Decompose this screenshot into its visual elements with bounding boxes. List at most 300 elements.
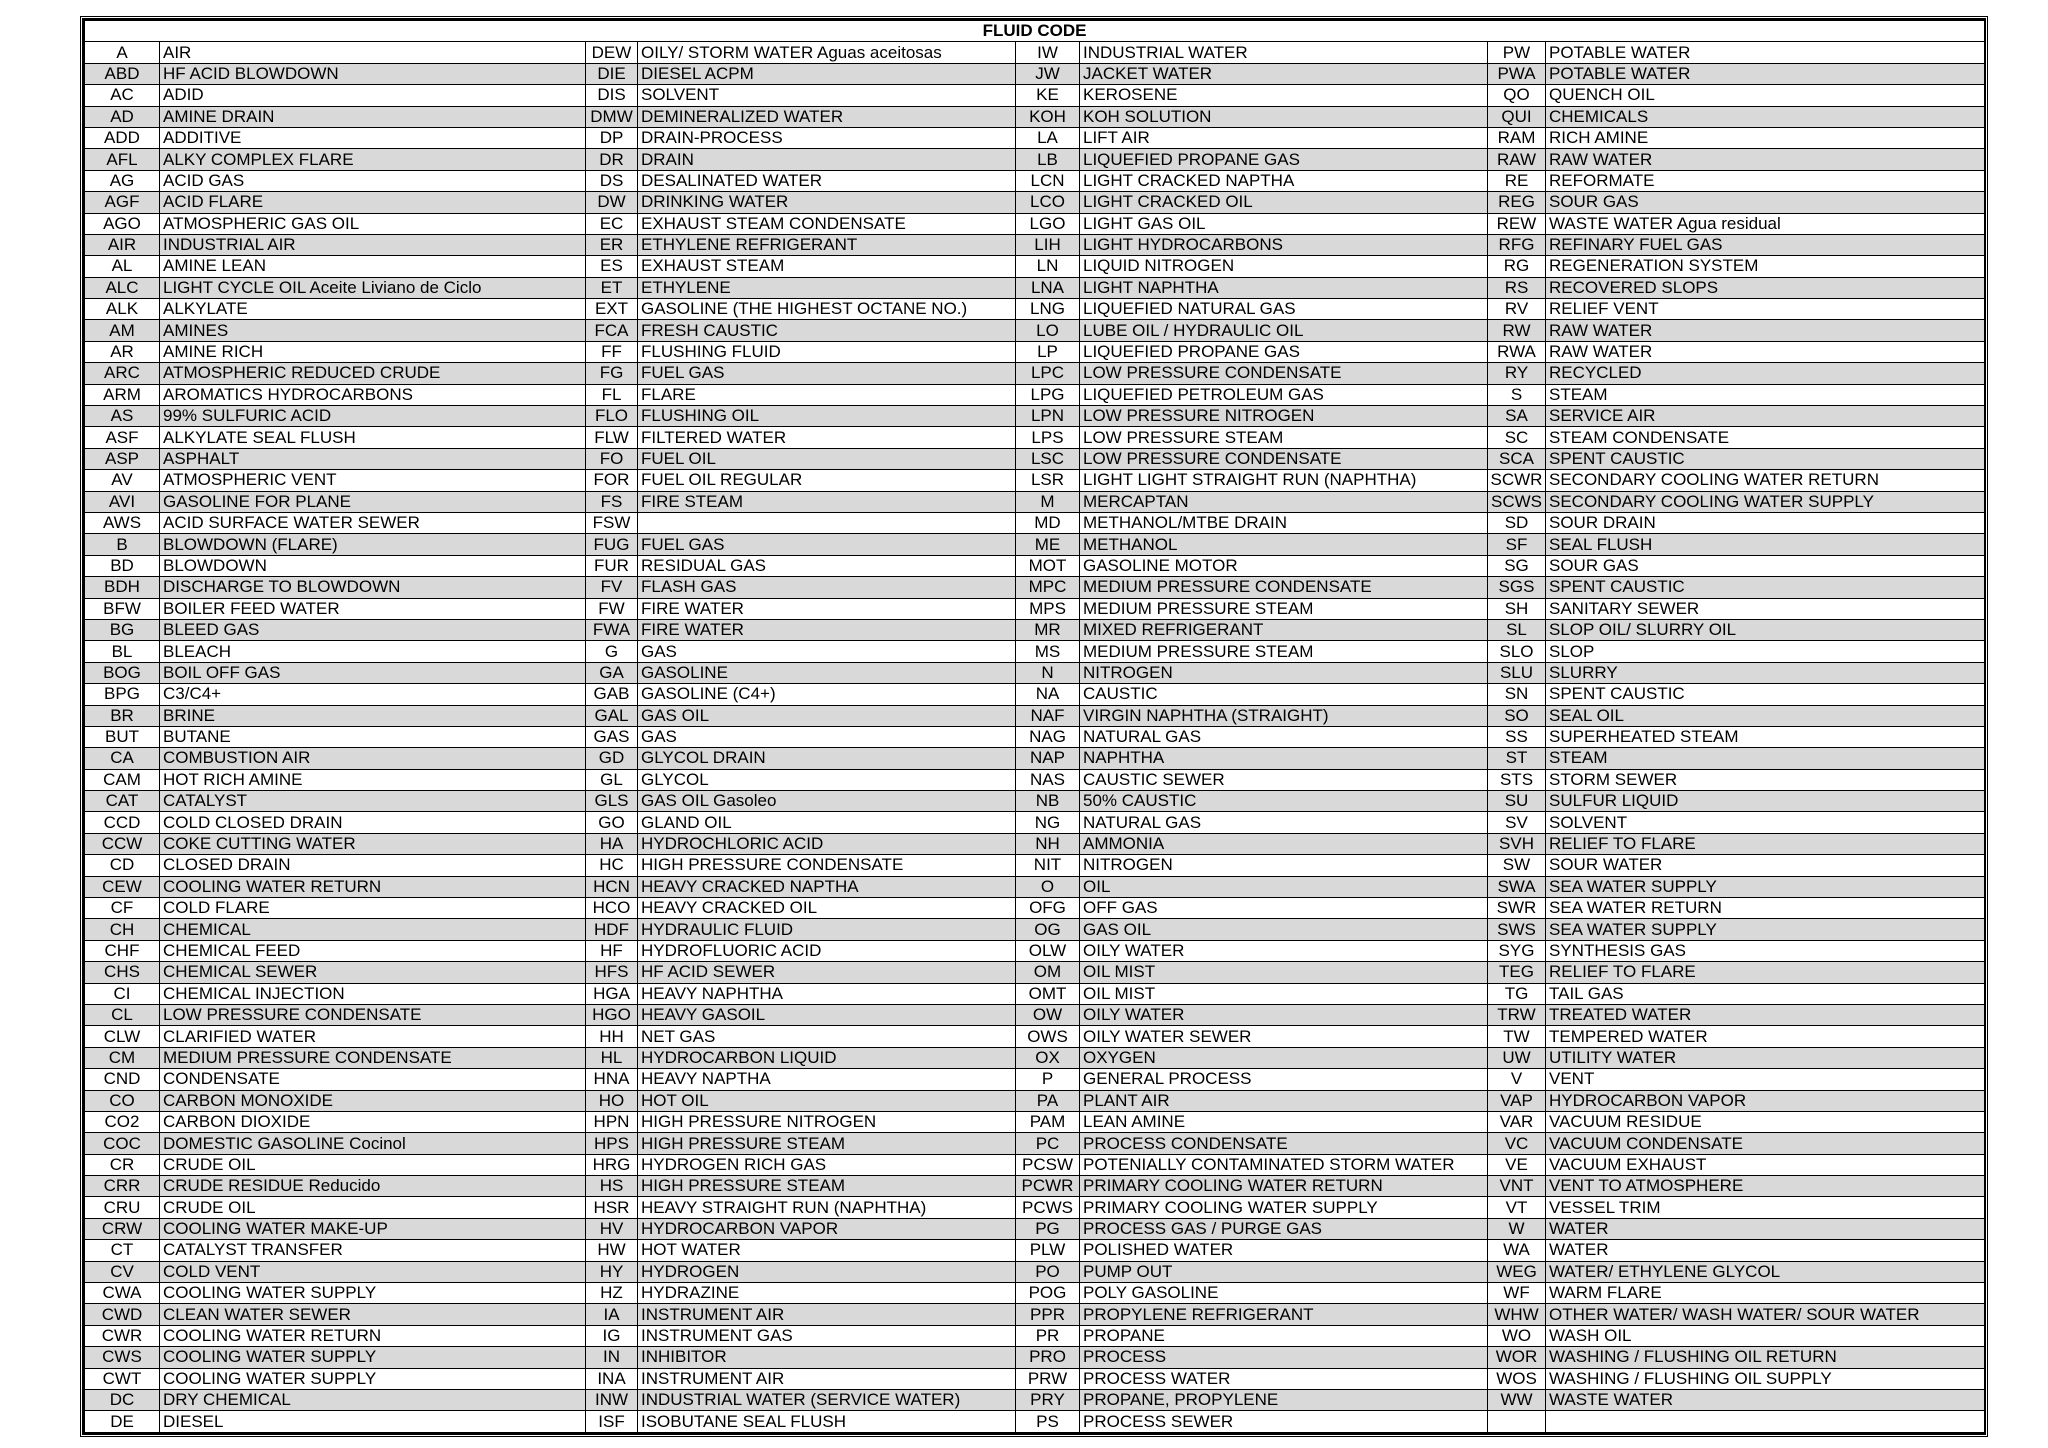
fluid-description-cell: LIQUEFIED PROPANE GAS <box>1080 341 1488 362</box>
fluid-description-cell: HF ACID BLOWDOWN <box>160 63 586 84</box>
fluid-code-cell: SCA <box>1488 448 1546 469</box>
fluid-code-cell: N <box>1016 662 1080 683</box>
fluid-description-cell: SULFUR LIQUID <box>1546 791 1985 812</box>
table-row <box>85 1261 1985 1282</box>
fluid-description-cell: WASH OIL <box>1546 1325 1985 1346</box>
table-row <box>85 898 1985 919</box>
fluid-code-cell: ME <box>1016 534 1080 555</box>
fluid-description-cell: LIGHT CYCLE OIL Aceite Liviano de Ciclo <box>160 277 586 298</box>
table-row <box>85 983 1985 1004</box>
fluid-description-cell: RELIEF TO FLARE <box>1546 962 1985 983</box>
fluid-code-cell: STS <box>1488 769 1546 790</box>
fluid-description-cell: WASHING / FLUSHING OIL SUPPLY <box>1546 1368 1985 1389</box>
fluid-code-cell: CO2 <box>85 1111 160 1132</box>
fluid-code-cell: IW <box>1016 42 1080 63</box>
fluid-description-cell: WATER/ ETHYLENE GLYCOL <box>1546 1261 1985 1282</box>
fluid-code-cell: HCN <box>586 876 638 897</box>
fluid-code-cell: CEW <box>85 876 160 897</box>
fluid-code-cell: DIS <box>586 85 638 106</box>
table-row <box>85 598 1985 619</box>
fluid-description-cell: LOW PRESSURE CONDENSATE <box>1080 448 1488 469</box>
fluid-description-cell: DESALINATED WATER <box>638 170 1016 191</box>
fluid-description-cell: INHIBITOR <box>638 1347 1016 1368</box>
fluid-description-cell: HYDROGEN <box>638 1261 1016 1282</box>
fluid-description-cell: RELIEF TO FLARE <box>1546 833 1985 854</box>
fluid-description-cell: HEAVY NAPHTHA <box>638 983 1016 1004</box>
fluid-description-cell: TEMPERED WATER <box>1546 1026 1985 1047</box>
fluid-description-cell: SECONDARY COOLING WATER SUPPLY <box>1546 491 1985 512</box>
fluid-description-cell: ALKY COMPLEX FLARE <box>160 149 586 170</box>
fluid-code-cell: FW <box>586 598 638 619</box>
fluid-description-cell: RECOVERED SLOPS <box>1546 277 1985 298</box>
fluid-code-cell: RG <box>1488 256 1546 277</box>
fluid-code-cell: HO <box>586 1090 638 1111</box>
fluid-description-cell: SOLVENT <box>1546 812 1985 833</box>
fluid-description-cell: BLOWDOWN <box>160 555 586 576</box>
fluid-description-cell: VENT <box>1546 1069 1985 1090</box>
fluid-code-cell: SH <box>1488 598 1546 619</box>
fluid-code-cell: WEG <box>1488 1261 1546 1282</box>
fluid-code-cell: CD <box>85 855 160 876</box>
fluid-description-cell: AMINE DRAIN <box>160 106 586 127</box>
fluid-description-cell: OXYGEN <box>1080 1047 1488 1068</box>
fluid-description-cell: PROCESS CONDENSATE <box>1080 1133 1488 1154</box>
fluid-description-cell: FUEL GAS <box>638 363 1016 384</box>
fluid-description-cell: HIGH PRESSURE STEAM <box>638 1133 1016 1154</box>
fluid-code-cell: DEW <box>586 42 638 63</box>
table-row <box>85 106 1985 127</box>
table-row <box>85 962 1985 983</box>
fluid-description-cell <box>638 512 1016 533</box>
table-row <box>85 299 1985 320</box>
fluid-description-cell: SYNTHESIS GAS <box>1546 940 1985 961</box>
fluid-description-cell: BOILER FEED WATER <box>160 598 586 619</box>
fluid-code-cell: NAG <box>1016 726 1080 747</box>
fluid-description-cell: MEDIUM PRESSURE CONDENSATE <box>1080 577 1488 598</box>
fluid-code-cell: CT <box>85 1240 160 1261</box>
fluid-description-cell: JACKET WATER <box>1080 63 1488 84</box>
table-row <box>85 1347 1985 1368</box>
fluid-code-cell: G <box>586 641 638 662</box>
fluid-code-cell: RW <box>1488 320 1546 341</box>
fluid-code-cell: WHW <box>1488 1304 1546 1325</box>
fluid-description-cell: CONDENSATE <box>160 1069 586 1090</box>
fluid-code-cell: FG <box>586 363 638 384</box>
table-row <box>85 1240 1985 1261</box>
fluid-description-cell: GAS OIL <box>1080 919 1488 940</box>
fluid-code-cell: KOH <box>1016 106 1080 127</box>
fluid-description-cell: BRINE <box>160 705 586 726</box>
fluid-description-cell: HIGH PRESSURE NITROGEN <box>638 1111 1016 1132</box>
fluid-code-cell: CV <box>85 1261 160 1282</box>
table-row <box>85 127 1985 148</box>
fluid-code-cell: FLW <box>586 427 638 448</box>
table-row <box>85 1069 1985 1090</box>
fluid-description-cell: DIESEL ACPM <box>638 63 1016 84</box>
fluid-code-cell: LB <box>1016 149 1080 170</box>
fluid-description-cell: OILY WATER <box>1080 1004 1488 1025</box>
fluid-code-cell: FS <box>586 491 638 512</box>
table-row <box>85 619 1985 640</box>
fluid-description-cell: CHEMICAL SEWER <box>160 962 586 983</box>
fluid-description-cell: DRY CHEMICAL <box>160 1390 586 1411</box>
fluid-description-cell: C3/C4+ <box>160 684 586 705</box>
fluid-code-cell: HRG <box>586 1154 638 1175</box>
table-row <box>85 833 1985 854</box>
fluid-code-cell: DMW <box>586 106 638 127</box>
fluid-code-cell: CO <box>85 1090 160 1111</box>
fluid-code-cell: FWA <box>586 619 638 640</box>
fluid-code-cell: SO <box>1488 705 1546 726</box>
fluid-description-cell: SOLVENT <box>638 85 1016 106</box>
fluid-description-cell: WATER <box>1546 1218 1985 1239</box>
fluid-code-cell: SV <box>1488 812 1546 833</box>
fluid-code-cell: VAP <box>1488 1090 1546 1111</box>
fluid-code-cell: AM <box>85 320 160 341</box>
fluid-code-cell: OG <box>1016 919 1080 940</box>
fluid-description-cell: SANITARY SEWER <box>1546 598 1985 619</box>
fluid-description-cell: HYDROFLUORIC ACID <box>638 940 1016 961</box>
fluid-description-cell: CRUDE OIL <box>160 1197 586 1218</box>
fluid-description-cell: INDUSTRIAL AIR <box>160 234 586 255</box>
fluid-description-cell: PUMP OUT <box>1080 1261 1488 1282</box>
fluid-code-cell: HV <box>586 1218 638 1239</box>
fluid-description-cell: COOLING WATER SUPPLY <box>160 1347 586 1368</box>
fluid-code-cell: RWA <box>1488 341 1546 362</box>
fluid-description-cell: ETHYLENE <box>638 277 1016 298</box>
fluid-code-cell: SWS <box>1488 919 1546 940</box>
fluid-code-cell: COC <box>85 1133 160 1154</box>
fluid-description-cell: LIQUEFIED PROPANE GAS <box>1080 149 1488 170</box>
fluid-description-cell: VACUUM CONDENSATE <box>1546 1133 1985 1154</box>
fluid-code-cell: SA <box>1488 406 1546 427</box>
fluid-description-cell: ACID FLARE <box>160 192 586 213</box>
fluid-description-cell: REFINARY FUEL GAS <box>1546 234 1985 255</box>
table-row <box>85 320 1985 341</box>
fluid-code-cell: FCA <box>586 320 638 341</box>
fluid-code-cell: TEG <box>1488 962 1546 983</box>
fluid-code-cell: HNA <box>586 1069 638 1090</box>
fluid-description-cell: COLD VENT <box>160 1261 586 1282</box>
fluid-code-cell: PCWR <box>1016 1176 1080 1197</box>
table-body <box>85 42 1985 1432</box>
fluid-code-cell: BG <box>85 619 160 640</box>
table-row <box>85 149 1985 170</box>
fluid-code-cell: LA <box>1016 127 1080 148</box>
fluid-code-cell: VT <box>1488 1197 1546 1218</box>
fluid-code-cell: HZ <box>586 1283 638 1304</box>
fluid-description-cell: GASOLINE FOR PLANE <box>160 491 586 512</box>
fluid-description-cell: HYDRAZINE <box>638 1283 1016 1304</box>
fluid-code-cell: CA <box>85 748 160 769</box>
fluid-description-cell: HOT RICH AMINE <box>160 769 586 790</box>
fluid-code-cell: CF <box>85 898 160 919</box>
fluid-description-cell: SOUR WATER <box>1546 855 1985 876</box>
fluid-code-cell: HPS <box>586 1133 638 1154</box>
fluid-description-cell: CHEMICALS <box>1546 106 1985 127</box>
fluid-description-cell: STORM SEWER <box>1546 769 1985 790</box>
fluid-code-cell: INA <box>586 1368 638 1389</box>
fluid-description-cell: DEMINERALIZED WATER <box>638 106 1016 127</box>
fluid-code-cell: BUT <box>85 726 160 747</box>
fluid-description-cell: OILY WATER <box>1080 940 1488 961</box>
fluid-code-cell: CRU <box>85 1197 160 1218</box>
fluid-description-cell: HOT OIL <box>638 1090 1016 1111</box>
fluid-description-cell: VACUUM EXHAUST <box>1546 1154 1985 1175</box>
fluid-code-cell: UW <box>1488 1047 1546 1068</box>
fluid-code-cell: HGO <box>586 1004 638 1025</box>
fluid-code-cell: HFS <box>586 962 638 983</box>
fluid-code-cell: IN <box>586 1347 638 1368</box>
fluid-code-cell: TW <box>1488 1026 1546 1047</box>
fluid-code-cell: AVI <box>85 491 160 512</box>
table-row <box>85 170 1985 191</box>
fluid-code-cell: LP <box>1016 341 1080 362</box>
fluid-code-cell: ALC <box>85 277 160 298</box>
fluid-code-cell: RS <box>1488 277 1546 298</box>
fluid-description-cell: MIXED REFRIGERANT <box>1080 619 1488 640</box>
fluid-code-cell: AD <box>85 106 160 127</box>
fluid-description-cell: PROPANE <box>1080 1325 1488 1346</box>
fluid-code-cell: OFG <box>1016 898 1080 919</box>
fluid-code-cell: CWT <box>85 1368 160 1389</box>
fluid-description-cell: OIL MIST <box>1080 962 1488 983</box>
fluid-code-cell: NH <box>1016 833 1080 854</box>
fluid-code-cell: RE <box>1488 170 1546 191</box>
table-row <box>85 534 1985 555</box>
fluid-code-cell: CHS <box>85 962 160 983</box>
fluid-code-cell: VC <box>1488 1133 1546 1154</box>
fluid-description-cell: LIGHT CRACKED OIL <box>1080 192 1488 213</box>
fluid-code-cell: SS <box>1488 726 1546 747</box>
fluid-description-cell: EXHAUST STEAM CONDENSATE <box>638 213 1016 234</box>
fluid-description-cell: SLOP <box>1546 641 1985 662</box>
table-row <box>85 234 1985 255</box>
table-row <box>85 1133 1985 1154</box>
fluid-description-cell: VESSEL TRIM <box>1546 1197 1985 1218</box>
fluid-code-cell: SLU <box>1488 662 1546 683</box>
fluid-code-cell: FV <box>586 577 638 598</box>
fluid-description-cell: NITROGEN <box>1080 855 1488 876</box>
fluid-description-cell: GAS <box>638 726 1016 747</box>
fluid-code-cell: AG <box>85 170 160 191</box>
fluid-code-cell: GD <box>586 748 638 769</box>
fluid-code-cell: PRO <box>1016 1347 1080 1368</box>
fluid-code-cell: POG <box>1016 1283 1080 1304</box>
table-row <box>85 1411 1985 1432</box>
fluid-description-cell: FIRE STEAM <box>638 491 1016 512</box>
fluid-description-cell: GAS OIL <box>638 705 1016 726</box>
fluid-description-cell: HEAVY CRACKED OIL <box>638 898 1016 919</box>
fluid-code-cell: CM <box>85 1047 160 1068</box>
fluid-description-cell: PRIMARY COOLING WATER SUPPLY <box>1080 1197 1488 1218</box>
fluid-description-cell: PROPYLENE REFRIGERANT <box>1080 1304 1488 1325</box>
fluid-code-cell: AS <box>85 406 160 427</box>
fluid-code-cell: QUI <box>1488 106 1546 127</box>
fluid-code-cell: NB <box>1016 791 1080 812</box>
fluid-description-cell: RELIEF VENT <box>1546 299 1985 320</box>
fluid-description-cell: EXHAUST STEAM <box>638 256 1016 277</box>
table-row <box>85 1197 1985 1218</box>
fluid-code-cell: HCO <box>586 898 638 919</box>
fluid-code-cell: DW <box>586 192 638 213</box>
fluid-code-cell: HGA <box>586 983 638 1004</box>
fluid-description-cell: PROPANE, PROPYLENE <box>1080 1390 1488 1411</box>
fluid-description-cell: OFF GAS <box>1080 898 1488 919</box>
fluid-description-cell: MEDIUM PRESSURE CONDENSATE <box>160 1047 586 1068</box>
fluid-description-cell: FLUSHING OIL <box>638 406 1016 427</box>
fluid-description-cell: SECONDARY COOLING WATER RETURN <box>1546 470 1985 491</box>
table-row <box>85 555 1985 576</box>
fluid-description-cell: AROMATICS HYDROCARBONS <box>160 384 586 405</box>
fluid-code-cell: SLO <box>1488 641 1546 662</box>
fluid-description-cell: CLOSED DRAIN <box>160 855 586 876</box>
fluid-description-cell: CHEMICAL <box>160 919 586 940</box>
fluid-description-cell: GASOLINE (THE HIGHEST OCTANE NO.) <box>638 299 1016 320</box>
fluid-code-cell: PR <box>1016 1325 1080 1346</box>
fluid-code-cell: VAR <box>1488 1111 1546 1132</box>
fluid-description-cell: CAUSTIC <box>1080 684 1488 705</box>
fluid-description-cell: ATMOSPHERIC GAS OIL <box>160 213 586 234</box>
fluid-description-cell: QUENCH OIL <box>1546 85 1985 106</box>
fluid-code-cell: AV <box>85 470 160 491</box>
fluid-description-cell: CATALYST <box>160 791 586 812</box>
fluid-description-cell: HEAVY NAPTHA <box>638 1069 1016 1090</box>
fluid-code-cell: FOR <box>586 470 638 491</box>
table-row <box>85 1368 1985 1389</box>
fluid-description-cell: WARM FLARE <box>1546 1283 1985 1304</box>
fluid-description-cell: LOW PRESSURE CONDENSATE <box>1080 363 1488 384</box>
fluid-description-cell: VENT TO ATMOSPHERE <box>1546 1176 1985 1197</box>
fluid-code-cell: HPN <box>586 1111 638 1132</box>
fluid-description-cell: PLANT AIR <box>1080 1090 1488 1111</box>
fluid-code-cell: A <box>85 42 160 63</box>
fluid-description-cell: BLOWDOWN (FLARE) <box>160 534 586 555</box>
fluid-code-cell: JW <box>1016 63 1080 84</box>
fluid-description-cell: KEROSENE <box>1080 85 1488 106</box>
fluid-code-cell: LNG <box>1016 299 1080 320</box>
fluid-code-cell: M <box>1016 491 1080 512</box>
fluid-description-cell: DOMESTIC GASOLINE Cocinol <box>160 1133 586 1154</box>
fluid-code-cell: OMT <box>1016 983 1080 1004</box>
fluid-description-cell: COOLING WATER RETURN <box>160 876 586 897</box>
fluid-code-cell: DR <box>586 149 638 170</box>
fluid-description-cell: HOT WATER <box>638 1240 1016 1261</box>
fluid-description-cell: HYDRAULIC FLUID <box>638 919 1016 940</box>
table-row <box>85 1218 1985 1239</box>
fluid-description-cell: FRESH CAUSTIC <box>638 320 1016 341</box>
fluid-description-cell: SEA WATER RETURN <box>1546 898 1985 919</box>
fluid-description-cell: HYDROCARBON VAPOR <box>1546 1090 1985 1111</box>
fluid-description-cell: OIL MIST <box>1080 983 1488 1004</box>
fluid-description-cell: HYDROCARBON LIQUID <box>638 1047 1016 1068</box>
fluid-code-cell: FSW <box>586 512 638 533</box>
fluid-description-cell: POLY GASOLINE <box>1080 1283 1488 1304</box>
fluid-code-cell: ISF <box>586 1411 638 1432</box>
fluid-description-cell: KOH SOLUTION <box>1080 106 1488 127</box>
fluid-code-cell: AIR <box>85 234 160 255</box>
fluid-code-cell: DC <box>85 1390 160 1411</box>
fluid-description-cell: ETHYLENE REFRIGERANT <box>638 234 1016 255</box>
fluid-code-cell: WO <box>1488 1325 1546 1346</box>
table-row <box>85 577 1985 598</box>
fluid-code-cell: CLW <box>85 1026 160 1047</box>
table-row <box>85 1176 1985 1197</box>
fluid-code-cell: MPS <box>1016 598 1080 619</box>
fluid-code-cell: WOR <box>1488 1347 1546 1368</box>
fluid-description-cell: INSTRUMENT AIR <box>638 1304 1016 1325</box>
fluid-code-cell: LSC <box>1016 448 1080 469</box>
fluid-description-cell: DRINKING WATER <box>638 192 1016 213</box>
fluid-description-cell: FIRE WATER <box>638 598 1016 619</box>
fluid-description-cell: CLARIFIED WATER <box>160 1026 586 1047</box>
fluid-description-cell: INDUSTRIAL WATER (SERVICE WATER) <box>638 1390 1016 1411</box>
fluid-code-cell: VNT <box>1488 1176 1546 1197</box>
fluid-description-cell: GLYCOL DRAIN <box>638 748 1016 769</box>
fluid-code-cell: LPN <box>1016 406 1080 427</box>
fluid-description-cell: GASOLINE MOTOR <box>1080 555 1488 576</box>
fluid-description-cell: INSTRUMENT GAS <box>638 1325 1016 1346</box>
fluid-code-cell: OLW <box>1016 940 1080 961</box>
fluid-description-cell: TAIL GAS <box>1546 983 1985 1004</box>
fluid-code-cell: SD <box>1488 512 1546 533</box>
fluid-description-cell: GENERAL PROCESS <box>1080 1069 1488 1090</box>
fluid-description-cell: NATURAL GAS <box>1080 812 1488 833</box>
fluid-code-cell: CRR <box>85 1176 160 1197</box>
table-row <box>85 684 1985 705</box>
fluid-code-cell: CHF <box>85 940 160 961</box>
fluid-description-cell: CARBON MONOXIDE <box>160 1090 586 1111</box>
fluid-code-cell: SG <box>1488 555 1546 576</box>
fluid-description-cell: 99% SULFURIC ACID <box>160 406 586 427</box>
table-row <box>85 919 1985 940</box>
fluid-code-cell: HH <box>586 1026 638 1047</box>
fluid-code-cell: AL <box>85 256 160 277</box>
fluid-code-cell: MOT <box>1016 555 1080 576</box>
table-row <box>85 769 1985 790</box>
fluid-code-cell: QO <box>1488 85 1546 106</box>
fluid-description-cell: ACID GAS <box>160 170 586 191</box>
fluid-description-cell: HYDROGEN RICH GAS <box>638 1154 1016 1175</box>
fluid-description-cell: INSTRUMENT AIR <box>638 1368 1016 1389</box>
fluid-description-cell: SOUR GAS <box>1546 555 1985 576</box>
fluid-code-cell: PA <box>1016 1090 1080 1111</box>
fluid-code-cell: FUG <box>586 534 638 555</box>
table-title: FLUID CODE <box>85 21 1985 42</box>
fluid-description-cell: GLYCOL <box>638 769 1016 790</box>
fluid-code-cell: BFW <box>85 598 160 619</box>
fluid-code-cell: HF <box>586 940 638 961</box>
fluid-code-cell: CWD <box>85 1304 160 1325</box>
fluid-description-cell: CARBON DIOXIDE <box>160 1111 586 1132</box>
fluid-description-cell: GASOLINE <box>638 662 1016 683</box>
fluid-description-cell: SPENT CAUSTIC <box>1546 448 1985 469</box>
fluid-description-cell: LIGHT NAPHTHA <box>1080 277 1488 298</box>
fluid-description-cell: WATER <box>1546 1240 1985 1261</box>
fluid-description-cell: SPENT CAUSTIC <box>1546 577 1985 598</box>
table-row <box>85 384 1985 405</box>
fluid-code-cell: HW <box>586 1240 638 1261</box>
fluid-description-cell: GLAND OIL <box>638 812 1016 833</box>
fluid-description-cell: LIQUEFIED NATURAL GAS <box>1080 299 1488 320</box>
fluid-code-cell: RV <box>1488 299 1546 320</box>
table-row <box>85 491 1985 512</box>
fluid-code-cell: FF <box>586 341 638 362</box>
table-row <box>85 63 1985 84</box>
fluid-code-cell: HDF <box>586 919 638 940</box>
fluid-description-cell: POTENIALLY CONTAMINATED STORM WATER <box>1080 1154 1488 1175</box>
fluid-description-cell: MERCAPTAN <box>1080 491 1488 512</box>
